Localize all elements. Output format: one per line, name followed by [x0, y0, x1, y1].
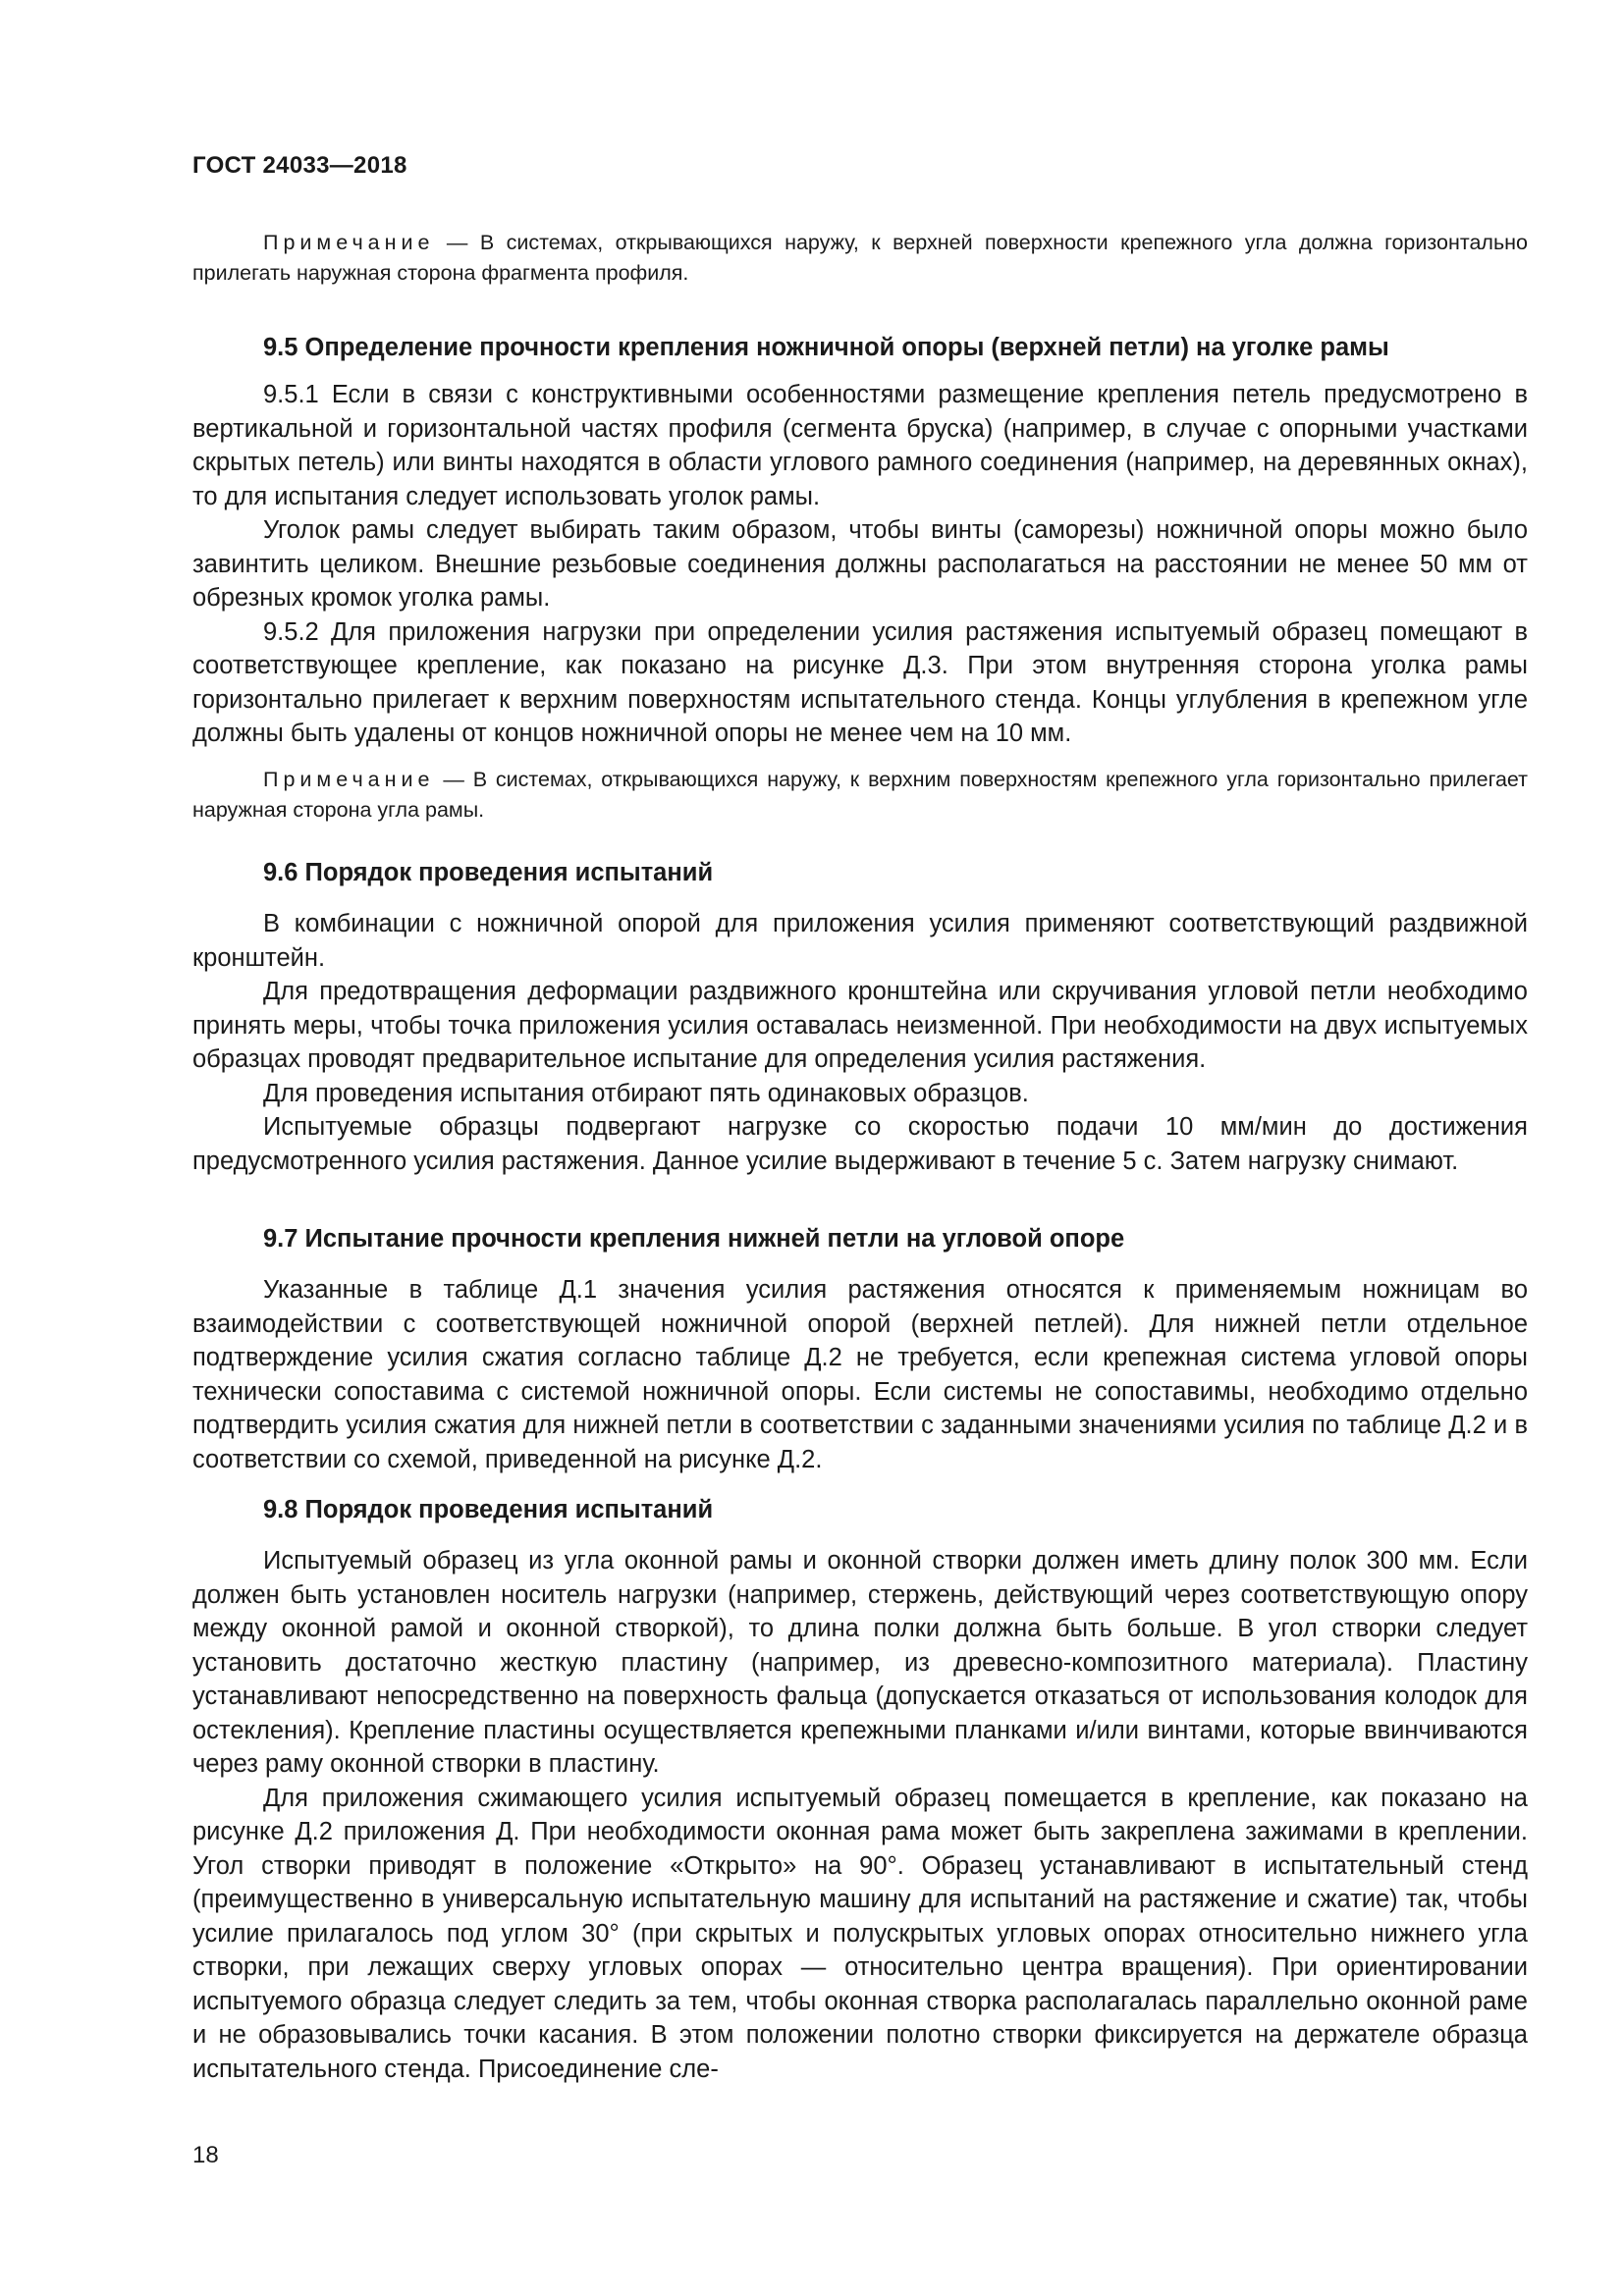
section-9-5 [192, 331, 1528, 826]
section-9-7 [192, 1222, 1528, 1476]
paragraph: Испытуемый образец из угла оконной рамы и оконной створки должен иметь длину полок 300 мм. Если должен быть установлен носитель нагрузки (например, стержень, действующий через соответствующую опору между оконной рамой и оконной створкой), то длина полки должна быть больше. В угол створки следует установить достаточно жесткую пластину (например, из древесно-композитного материала). Пластину устанавливают непосредственно на поверхность фальца (допускается отказаться от использования колодок для остекления). Крепление пластины осуществляется крепежными планками и/или винтами, которые ввинчиваются через раму оконной створки в пластину. [192, 1547, 1528, 1778]
note-label: Примечание [263, 231, 435, 254]
note [192, 228, 1528, 289]
document-id: ГОСТ 24033—2018 [192, 152, 407, 179]
paragraph: В комбинации с ножничной опорой для приложения усилия применяют соответствующий раздвижной кронштейн. [192, 910, 1528, 972]
paragraph: Указанные в таблице Д.1 значения усилия растяжения относятся к применяемым ножницам во взаимодействии с соответствующей ножничной опорой (верхней петлей). Для нижней петли отдельное подтверждение усилия сжатия согласно таблице Д.2 не требуется, если крепежная система угловой опоры технически сопоставима с системой ножничной опоры. Если системы не сопоставимы, необходимо отдельно подтвердить усилия сжатия для нижней петли в соответствии с заданными значениями усилия по таблице Д.2 и в соответствии со схемой, приведенной на рисунке Д.2. [192, 1276, 1528, 1473]
section-9-6 [192, 856, 1528, 1178]
paragraph: Испытуемые образцы подвергают нагрузке со скоростью подачи 10 мм/мин до достижения предусмотренного усилия растяжения. Данное усилие выдерживают в течение 5 с. Затем нагрузку снимают. [192, 1113, 1528, 1175]
section-heading: 9.6 Порядок проведения испытаний [263, 859, 714, 886]
section-heading: 9.8 Порядок проведения испытаний [263, 1496, 714, 1523]
note-block [192, 228, 1528, 289]
section-9-8 [192, 1493, 1528, 2086]
note-label: Примечание [263, 767, 435, 791]
paragraph: Для проведения испытания отбирают пять одинаковых образцов. [263, 1079, 1029, 1107]
section-heading: 9.7 Испытание прочности крепления нижней петли на угловой опоре [263, 1225, 1125, 1253]
paragraph: 9.5.1 Если в связи с конструктивными особенностями размещение крепления петель предусмотрено в вертикальной и горизонтальной частях профиля (сегмента бруска) (например, в случае с опорными участками скрытых петель) или винты находятся в области углового рамного соединения (например, на деревянных окнах), то для испытания следует использовать уголок рамы. [192, 381, 1528, 510]
note-text: — В системах, открывающихся наружу, к верхней поверхности крепежного угла должна горизонтально прилегать наружная сторона фрагмента профиля. [192, 231, 1528, 285]
note [192, 765, 1528, 826]
note-text: — В системах, открывающихся наружу, к верхним поверхностям крепежного угла горизонтально прилегает наружная сторона угла рамы. [192, 767, 1528, 822]
paragraph: Уголок рамы следует выбирать таким образом, чтобы винты (саморезы) ножничной опоры можно было завинтить целиком. Внешние резьбовые соединения должны располагаться на расстоянии не менее 50 мм от обрезных кромок уголка рамы. [192, 516, 1528, 612]
page-number: 18 [192, 2142, 219, 2168]
paragraph: Для предотвращения деформации раздвижного кронштейна или скручивания угловой петли необходимо принять меры, чтобы точка приложения усилия оставалась неизменной. При необходимости на двух испытуемых образцах проводят предварительное испытание для определения усилия растяжения. [192, 978, 1528, 1073]
paragraph: Для приложения сжимающего усилия испытуемый образец помещается в крепление, как показано на рисунке Д.2 приложения Д. При необходимости оконная рама может быть закреплена зажимами в креплении. Угол створки приводят в положение «Открыто» на 90°. Образец устанавливают в испытательный стенд (преимущественно в универсальную испытательную машину для испытаний на растяжение и сжатие) так, чтобы усилие прилагалось под углом 30° (при скрытых и полускрытых угловых опорах относительно нижнего угла створки, при лежащих сверху угловых опорах — относительно центра вращения). При ориентировании испытуемого образца следует следить за тем, чтобы оконная створка располагалась параллельно оконной раме и не образовывались точки касания. В этом положении полотно створки фиксируется на держателе образца испытательного стенда. Присоединение сле- [192, 1784, 1528, 2083]
paragraph: 9.5.2 Для приложения нагрузки при определении усилия растяжения испытуемый образец помещают в соответствующее крепление, как показано на рисунке Д.3. При этом внутренняя сторона уголка рамы горизонтально прилегает к верхним поверхностям испытательного стенда. Концы углубления в крепежном угле должны быть удалены от концов ножничной опоры не менее чем на 10 мм. [192, 617, 1528, 747]
section-heading: 9.5 Определение прочности крепления ножничной опоры (верхней петли) на уголке рамы [263, 334, 1389, 361]
